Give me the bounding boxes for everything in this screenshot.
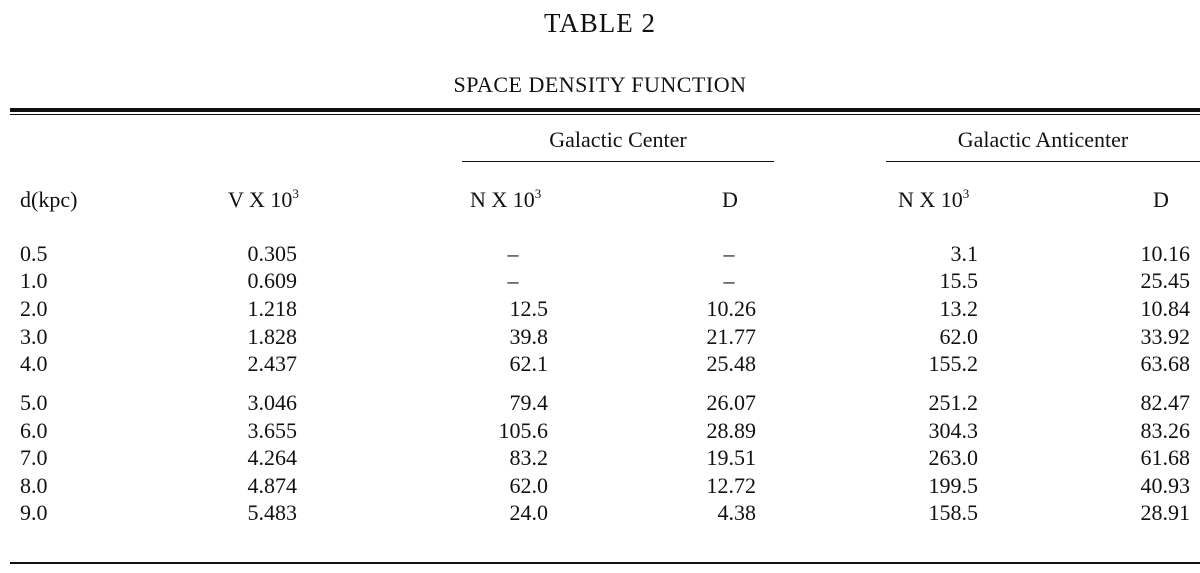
- cell-volume: 2.437: [247, 351, 297, 376]
- cell-anticenter-n: 158.5: [928, 500, 978, 525]
- top-rule-thick: [10, 108, 1200, 112]
- cell-distance: 9.0: [20, 500, 48, 525]
- column-header-anticenter-n: N X $10^3$: [898, 186, 970, 212]
- cell-center-d: 4.38: [717, 500, 756, 525]
- cell-distance: 4.0: [20, 351, 48, 376]
- column-header-center-d: D: [722, 187, 738, 212]
- cell-center-d: 26.07: [706, 390, 756, 415]
- cell-distance: 7.0: [20, 445, 48, 470]
- cell-center-n: 105.6: [498, 418, 548, 443]
- cell-distance: 1.0: [20, 268, 48, 293]
- cell-volume: 1.828: [247, 324, 297, 349]
- cell-distance: 0.5: [20, 241, 48, 266]
- table-subtitle: SPACE DENSITY FUNCTION: [453, 72, 747, 97]
- group-rule-galactic-center: [462, 161, 774, 162]
- cell-volume: 5.483: [247, 500, 297, 525]
- column-header-volume: V X $10^3$: [228, 186, 299, 212]
- cell-anticenter-n: 3.1: [950, 241, 978, 266]
- cell-anticenter-n: 304.3: [928, 418, 978, 443]
- cell-anticenter-n: 199.5: [928, 473, 978, 498]
- cell-center-d: –: [723, 268, 735, 293]
- cell-volume: 3.655: [247, 418, 297, 443]
- cell-volume: 1.218: [247, 296, 297, 321]
- cell-distance: 8.0: [20, 473, 48, 498]
- cell-distance: 2.0: [20, 296, 48, 321]
- cell-anticenter-d: 82.47: [1140, 390, 1190, 415]
- group-header-galactic-anticenter: Galactic Anticenter: [957, 127, 1129, 152]
- cell-anticenter-n: 263.0: [928, 445, 978, 470]
- cell-volume: 4.874: [247, 473, 297, 498]
- cell-center-n: –: [507, 241, 519, 266]
- bottom-rule: [10, 562, 1200, 564]
- cell-volume: 3.046: [247, 390, 297, 415]
- cell-anticenter-n: 15.5: [939, 268, 978, 293]
- cell-distance: 6.0: [20, 418, 48, 443]
- cell-center-n: 79.4: [509, 390, 548, 415]
- cell-anticenter-d: 33.92: [1140, 324, 1190, 349]
- cell-anticenter-n: 13.2: [939, 296, 978, 321]
- cell-volume: 0.609: [247, 268, 297, 293]
- cell-center-d: 12.72: [706, 473, 756, 498]
- group-rule-galactic-anticenter: [886, 161, 1200, 162]
- cell-center-n: –: [507, 268, 519, 293]
- cell-center-n: 24.0: [509, 500, 548, 525]
- cell-distance: 5.0: [20, 390, 48, 415]
- cell-center-n: 12.5: [509, 296, 548, 321]
- cell-anticenter-d: 28.91: [1140, 500, 1190, 525]
- cell-anticenter-d: 10.84: [1140, 296, 1190, 321]
- cell-center-n: 39.8: [509, 324, 548, 349]
- cell-volume: 4.264: [247, 445, 297, 470]
- cell-center-n: 62.1: [509, 351, 548, 376]
- cell-anticenter-n: 251.2: [928, 390, 978, 415]
- cell-center-n: 62.0: [509, 473, 548, 498]
- cell-anticenter-d: 10.16: [1140, 241, 1190, 266]
- cell-anticenter-d: 61.68: [1140, 445, 1190, 470]
- cell-center-d: 19.51: [706, 445, 756, 470]
- cell-anticenter-n: 62.0: [939, 324, 978, 349]
- cell-anticenter-d: 63.68: [1140, 351, 1190, 376]
- cell-anticenter-d: 40.93: [1140, 473, 1190, 498]
- column-header-center-n: N X $10^3$: [470, 186, 542, 212]
- column-header-distance: d(kpc): [20, 187, 78, 212]
- cell-anticenter-n: 155.2: [928, 351, 978, 376]
- top-rule-thin: [10, 114, 1200, 115]
- cell-center-d: 25.48: [706, 351, 756, 376]
- cell-distance: 3.0: [20, 324, 48, 349]
- cell-anticenter-d: 83.26: [1140, 418, 1190, 443]
- table-title: TABLE 2: [543, 8, 657, 38]
- cell-center-d: –: [723, 241, 735, 266]
- cell-anticenter-d: 25.45: [1140, 268, 1190, 293]
- group-header-galactic-center: Galactic Center: [549, 127, 687, 152]
- cell-center-d: 21.77: [706, 324, 756, 349]
- cell-volume: 0.305: [247, 241, 297, 266]
- cell-center-d: 10.26: [706, 296, 756, 321]
- column-header-anticenter-d: D: [1153, 187, 1169, 212]
- cell-center-n: 83.2: [509, 445, 548, 470]
- cell-center-d: 28.89: [706, 418, 756, 443]
